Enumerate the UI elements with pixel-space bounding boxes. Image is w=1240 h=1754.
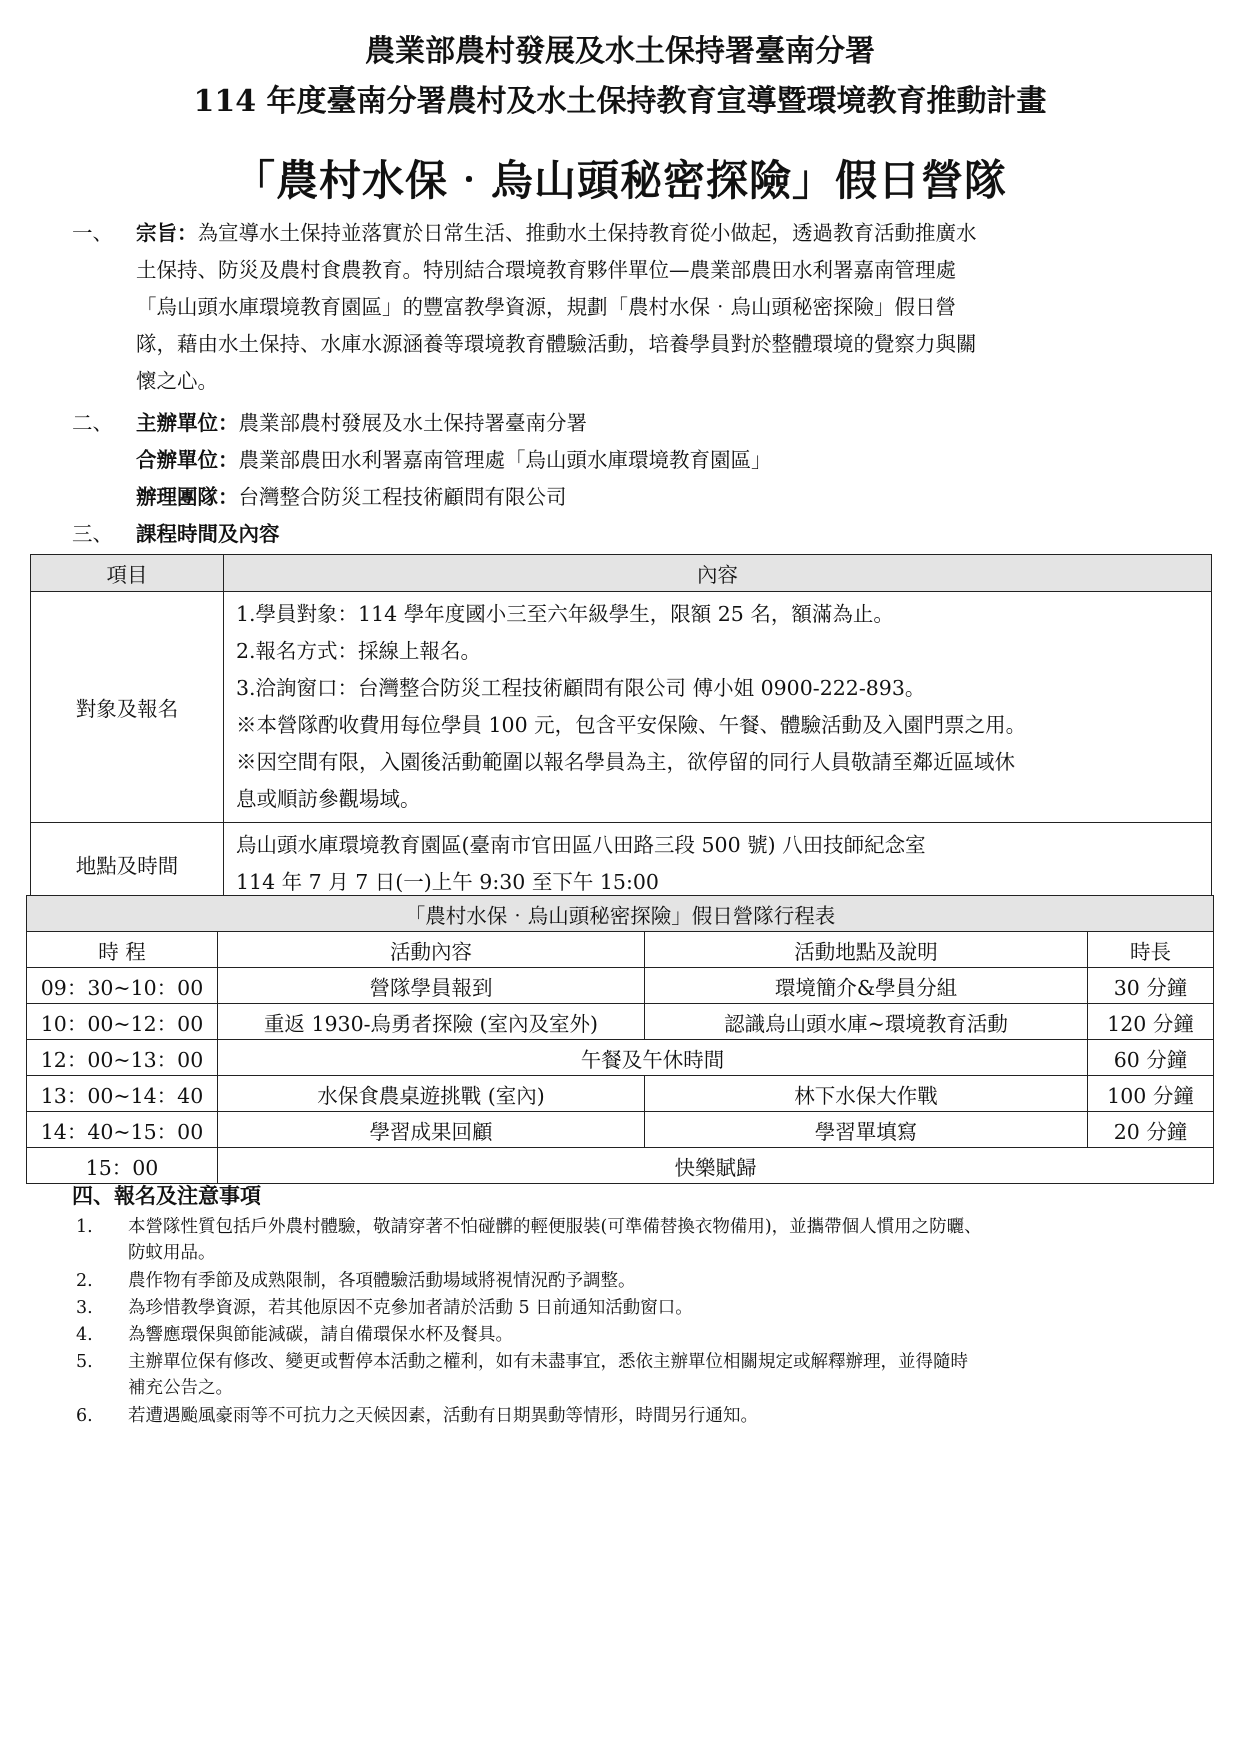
info-line: 3.洽詢窗口：台灣整合防災工程技術顧問有限公司 傅小姐 0900-222-893。 — [236, 676, 926, 700]
note-number: 2. — [76, 1271, 93, 1291]
schedule-caption: 「農村水保‧烏山頭秘密探險」假日營隊行程表 — [27, 896, 1214, 932]
team-label: 辦理團隊： — [136, 485, 239, 509]
purpose-line: 懷之心。 — [136, 369, 218, 393]
time-cell: 12：00~13：00 — [27, 1040, 218, 1076]
schedule-table — [26, 895, 1214, 1184]
note-number: 5. — [76, 1352, 93, 1372]
co-host-value: 農業部農田水利署嘉南管理處「烏山頭水庫環境教育園區」 — [238, 448, 772, 472]
location-cell: 林下水保大作戰 — [645, 1076, 1088, 1112]
location-cell: 認識烏山頭水庫~環境教育活動 — [645, 1004, 1088, 1040]
table-row — [27, 1076, 1214, 1112]
team-value: 台灣整合防災工程技術顧問有限公司 — [238, 485, 567, 509]
table-header: 活動地點及說明 — [645, 932, 1088, 968]
row-label: 對象及報名 — [31, 592, 224, 823]
note-number: 6. — [76, 1406, 93, 1426]
table-row — [27, 1112, 1214, 1148]
section-number: 二、 — [72, 411, 113, 435]
time-cell: 14：40~15：00 — [27, 1112, 218, 1148]
table-row — [27, 1040, 1214, 1076]
merged-cell: 午餐及午休時間 — [218, 1040, 1088, 1076]
note-line: 補充公告之。 — [128, 1378, 233, 1398]
info-line: ※因空間有限，入園後活動範圍以報名學員為主，欲停留的同行人員敬請至鄰近區域休 — [236, 750, 1015, 774]
merged-cell: 快樂賦歸 — [218, 1148, 1214, 1184]
note-line: 防蚊用品。 — [128, 1243, 216, 1263]
time-cell: 13：00~14：40 — [27, 1076, 218, 1112]
note-number: 3. — [76, 1298, 93, 1318]
time-cell: 09：30~10：00 — [27, 968, 218, 1004]
plan-title: 114 年度臺南分署農村及水土保持教育宣導暨環境教育推動計畫 — [193, 84, 1047, 119]
table-header: 活動內容 — [218, 932, 645, 968]
activity-cell: 重返 1930-烏勇者探險 (室內及室外) — [218, 1004, 645, 1040]
registration-cell — [224, 592, 1212, 823]
table-row — [27, 968, 1214, 1004]
location-cell: 學習單填寫 — [645, 1112, 1088, 1148]
co-host-label: 合辦單位： — [136, 448, 239, 472]
info-line: 2.報名方式：採線上報名。 — [236, 639, 482, 663]
section-number: 一、 — [72, 221, 113, 245]
duration-cell: 100 分鐘 — [1088, 1076, 1214, 1112]
note-line: 為珍惜教學資源，若其他原因不克參加者請於活動 5 日前通知活動窗口。 — [128, 1298, 693, 1318]
duration-cell: 20 分鐘 — [1088, 1112, 1214, 1148]
info-line: 114 年 7 月 7 日(一)上午 9:30 至下午 15:00 — [236, 870, 659, 894]
info-table — [30, 554, 1212, 906]
section-body — [136, 215, 1236, 400]
time-cell: 15：00 — [27, 1148, 218, 1184]
location-cell — [224, 823, 1212, 906]
table-header: 項目 — [31, 555, 224, 592]
purpose-line: 「烏山頭水庫環境教育園區」的豐富教學資源，規劃「農村水保‧烏山頭秘密探險」假日營 — [136, 295, 956, 319]
table-header: 時長 — [1088, 932, 1214, 968]
duration-cell: 30 分鐘 — [1088, 968, 1214, 1004]
table-header: 內容 — [224, 555, 1212, 592]
note-line: 本營隊性質包括戶外農村體驗，敬請穿著不怕碰髒的輕便服裝(可準備替換衣物備用)，並攜帶個人慣用之防曬、 — [128, 1217, 982, 1237]
host-value: 農業部農村發展及水土保持署臺南分署 — [238, 411, 587, 435]
time-cell: 10：00~12：00 — [27, 1004, 218, 1040]
info-line: 烏山頭水庫環境教育園區(臺南市官田區八田路三段 500 號) 八田技師紀念室 — [236, 833, 926, 857]
location-cell: 環境簡介&學員分組 — [645, 968, 1088, 1004]
purpose-label: 宗旨： — [136, 221, 198, 245]
row-label: 地點及時間 — [31, 823, 224, 906]
activity-cell: 水保食農桌遊挑戰 (室內) — [218, 1076, 645, 1112]
note-line: 若遭遇颱風豪雨等不可抗力之天候因素，活動有日期異動等情形，時間另行通知。 — [128, 1406, 758, 1426]
purpose-line: 隊，藉由水土保持、水庫水源涵養等環境教育體驗活動，培養學員對於整體環境的覺察力與關 — [136, 332, 977, 356]
note-line: 農作物有季節及成熟限制，各項體驗活動場域將視情況酌予調整。 — [128, 1271, 636, 1291]
section-body — [136, 405, 1236, 516]
table-row — [27, 1004, 1214, 1040]
host-label: 主辦單位： — [136, 411, 239, 435]
table-row — [27, 1148, 1214, 1184]
purpose-line: 土保持、防災及農村食農教育。特別結合環境教育夥伴單位—農業部農田水利署嘉南管理處 — [136, 258, 956, 282]
activity-cell: 營隊學員報到 — [218, 968, 645, 1004]
note-line: 主辦單位保有修改、變更或暫停本活動之權利，如有未盡事宜，悉依主辦單位相關規定或解釋辦理，並得隨時 — [128, 1352, 968, 1372]
section-heading: 課程時間及內容 — [136, 522, 280, 546]
info-line: 息或順訪參觀場域。 — [236, 787, 421, 811]
info-line: 1.學員對象：114 學年度國小三至六年級學生，限額 25 名，額滿為止。 — [236, 602, 894, 626]
duration-cell: 60 分鐘 — [1088, 1040, 1214, 1076]
notes-heading: 四、報名及注意事項 — [72, 1183, 261, 1208]
activity-cell: 學習成果回顧 — [218, 1112, 645, 1148]
event-title: 「農村水保‧烏山頭秘密探險」假日營隊 — [232, 156, 1007, 205]
table-header: 時 程 — [27, 932, 218, 968]
agency-title: 農業部農村發展及水土保持署臺南分署 — [365, 34, 875, 69]
info-line: ※本營隊酌收費用每位學員 100 元，包含平安保險、午餐、體驗活動及入園門票之用。 — [236, 713, 1027, 737]
note-number: 4. — [76, 1325, 93, 1345]
purpose-line: 為宣導水土保持並落實於日常生活、推動水土保持教育從小做起，透過教育活動推廣水 — [197, 221, 977, 245]
duration-cell: 120 分鐘 — [1088, 1004, 1214, 1040]
note-line: 為響應環保與節能減碳，請自備環保水杯及餐具。 — [128, 1325, 513, 1345]
section-number: 三、 — [72, 522, 113, 546]
note-number: 1. — [76, 1217, 93, 1237]
